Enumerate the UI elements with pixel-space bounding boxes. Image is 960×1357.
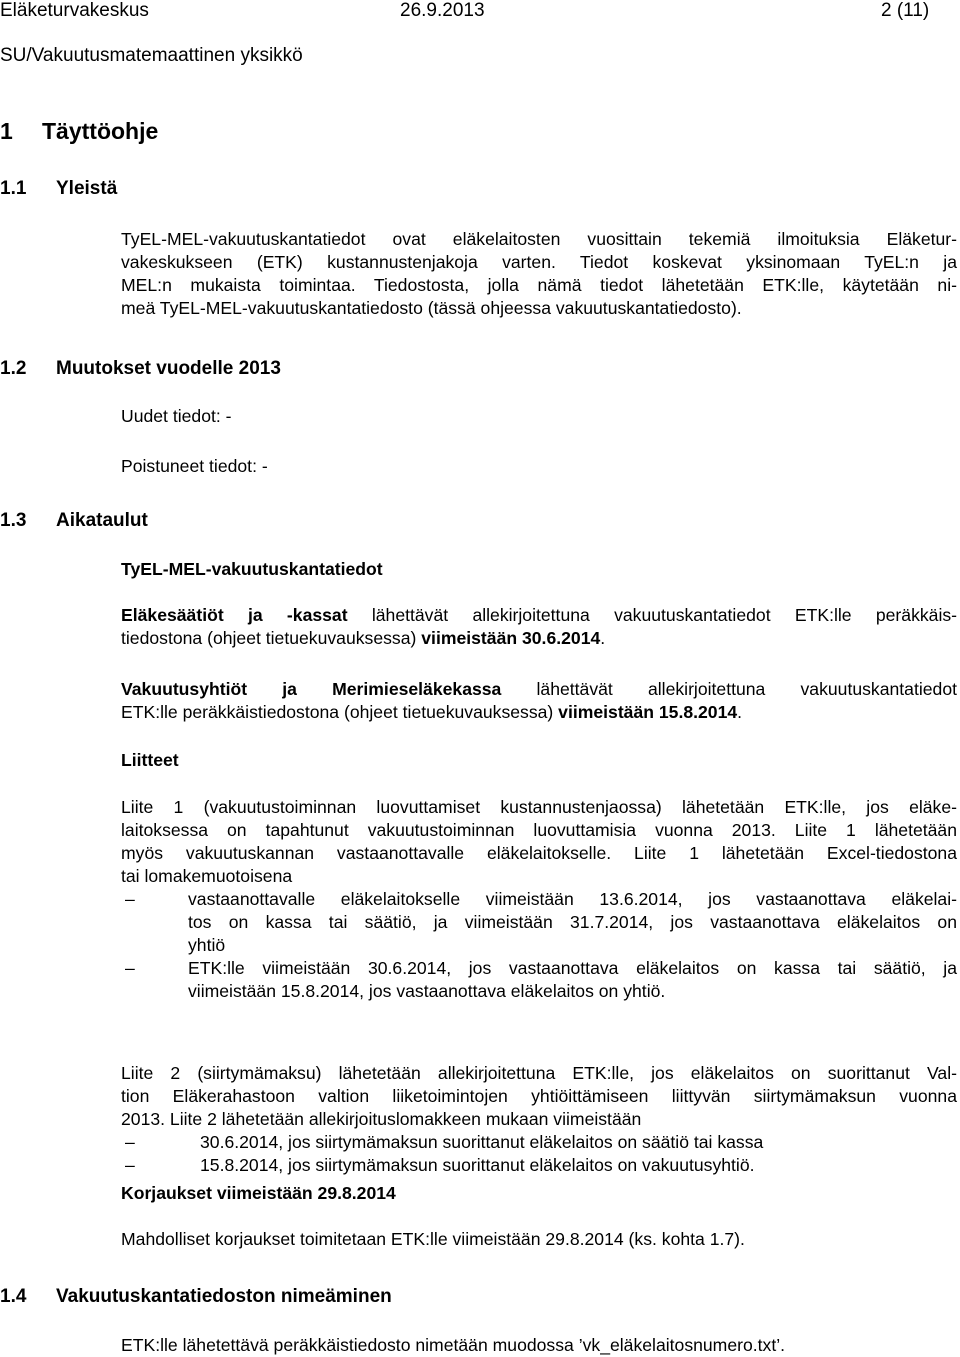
text-line: 30.6.2014, jos siirtymämaksun suorittanut eläkelaitos on säätiö tai kassa [200, 1132, 764, 1152]
bullet-dash: – [125, 1132, 135, 1152]
text-line: 15.8.2014, jos siirtymämaksun suorittanut eläkelaitos on vakuutusyhtiö. [200, 1155, 755, 1175]
text-line: vakeskukseen (ETK) kustannustenjakoja varten. Tiedot koskevat yksinomaan TyEL:n ja [121, 252, 957, 272]
list-item [121, 1131, 957, 1154]
text-line: tos on kassa tai säätiö, ja viimeistään 31.7.2014, jos vastaanottava eläkelaitos on [188, 912, 957, 932]
text: tiedostona (ohjeet tietuekuvauksessa) [121, 628, 422, 648]
bold-text: Vakuutusyhtiöt ja Merimieseläkekassa [121, 679, 502, 699]
section-1-4-heading [0, 1286, 392, 1308]
text-line: Liite 1 (vakuutustoiminnan luovuttamiset kustannustenjaossa) lähetetään ETK:lle, jos eläke- [121, 797, 957, 817]
section-title: Vakuutuskantatiedoston nimeäminen [56, 1286, 392, 1307]
new-data-text: Uudet tiedot: - [121, 406, 232, 426]
foundations-paragraph [121, 604, 957, 650]
text-line: viimeistään 15.8.2014, jos vastaanottava eläkelaitos on yhtiö. [188, 981, 666, 1001]
list-item [121, 1154, 957, 1177]
section-number: 1 [0, 118, 13, 144]
text-line: yhtiö [188, 935, 226, 955]
corrections-text: Mahdolliset korjaukset toimitetaan ETK:lle viimeistään 29.8.2014 (ks. kohta 1.7). [121, 1229, 745, 1249]
text: lähettävät allekirjoitettuna vakuutuskantatiedot [501, 679, 957, 699]
text: . [600, 628, 606, 648]
section-1-1-paragraph [121, 228, 957, 320]
removed-data-text: Poistuneet tiedot: - [121, 456, 268, 476]
section-number: 1.3 [0, 510, 27, 531]
section-number: 1.4 [0, 1286, 27, 1307]
text: ETK:lle peräkkäistiedostona (ohjeet tietuekuvauksessa) [121, 702, 559, 722]
insurers-paragraph [121, 678, 957, 724]
file-naming-text: ETK:lle lähetettävä peräkkäistiedosto nimetään muodossa ’vk_eläkelaitosnumero.txt’. [121, 1335, 786, 1355]
attachment-2-paragraph [121, 1062, 957, 1177]
deadline-text: viimeistään 30.6.2014 [421, 628, 601, 648]
section-1-heading [0, 118, 158, 145]
deadline-text: viimeistään 15.8.2014 [558, 702, 738, 722]
bullet-dash: – [125, 958, 135, 978]
section-1-1-heading [0, 178, 117, 200]
text: . [737, 702, 743, 722]
text-line: myös vakuutuskannan vastaanottavalle eläkelaitokselle. Liite 1 lähetetään Excel-tiedostona [121, 843, 957, 863]
corrections-heading: Korjaukset viimeistään 29.8.2014 [121, 1183, 396, 1203]
section-title: Yleistä [56, 178, 118, 199]
list-item [121, 957, 957, 1003]
text-line: laitoksessa on tapahtunut vakuutustoiminnan luovuttamisia vuonna 2013. Liite 1 lähetetään [121, 820, 957, 840]
text-line: Liite 2 (siirtymämaksu) lähetetään allekirjoitettuna ETK:lle, jos eläkelaitos on suorittanut Val- [121, 1063, 957, 1083]
header-date: 26.9.2013 [400, 0, 485, 21]
section-number: 1.2 [0, 358, 27, 379]
schedule-subheading: TyEL-MEL-vakuutuskantatiedot [121, 559, 383, 579]
text-line: meä TyEL-MEL-vakuutuskantatiedosto (tässä ohjeessa vakuutuskantatiedosto). [121, 298, 742, 318]
bullet-dash: – [125, 1155, 135, 1175]
bullet-dash: – [125, 889, 135, 909]
header-org: Eläketurvakeskus [0, 0, 149, 21]
bold-text: Eläkesäätiöt ja -kassat [121, 605, 348, 625]
text-line: MEL:n mukaista toimintaa. Tiedostosta, jolla nämä tiedot lähetetään ETK:lle, käytetään ni- [121, 275, 957, 295]
list-item [121, 888, 957, 957]
header-unit: SU/Vakuutusmatemaattinen yksikkö [0, 45, 303, 66]
section-title: Aikataulut [56, 510, 148, 531]
text-line: ETK:lle viimeistään 30.6.2014, jos vastaanottava eläkelaitos on kassa tai säätiö, ja [188, 958, 957, 978]
text-line: tion Eläkerahastoon valtion liiketoimintojen yhtiöittämiseen liittyvän siirtymämaksun vuonna [121, 1086, 957, 1106]
section-1-3-heading [0, 510, 148, 532]
attachments-heading: Liitteet [121, 750, 179, 770]
header-page-number: 2 (11) [881, 0, 930, 21]
text-line: vastaanottavalle eläkelaitokselle viimeistään 13.6.2014, jos vastaanottava eläkelai- [188, 889, 957, 909]
text-line: 2013. Liite 2 lähetetään allekirjoituslomakkeen mukaan viimeistään [121, 1109, 642, 1129]
text: lähettävät allekirjoitettuna vakuutuskantatiedot ETK:lle peräkkäis- [347, 605, 958, 625]
text-line: TyEL-MEL-vakuutuskantatiedot ovat eläkelaitosten vuosittain tekemiä ilmoituksia Eläketur- [121, 229, 957, 249]
section-1-2-heading [0, 358, 281, 380]
section-number: 1.1 [0, 178, 27, 199]
text-line: tai lomakemuotoisena [121, 866, 293, 886]
attachment-1-paragraph [121, 796, 957, 1003]
section-title: Täyttöohje [42, 118, 159, 144]
section-title: Muutokset vuodelle 2013 [56, 358, 281, 379]
